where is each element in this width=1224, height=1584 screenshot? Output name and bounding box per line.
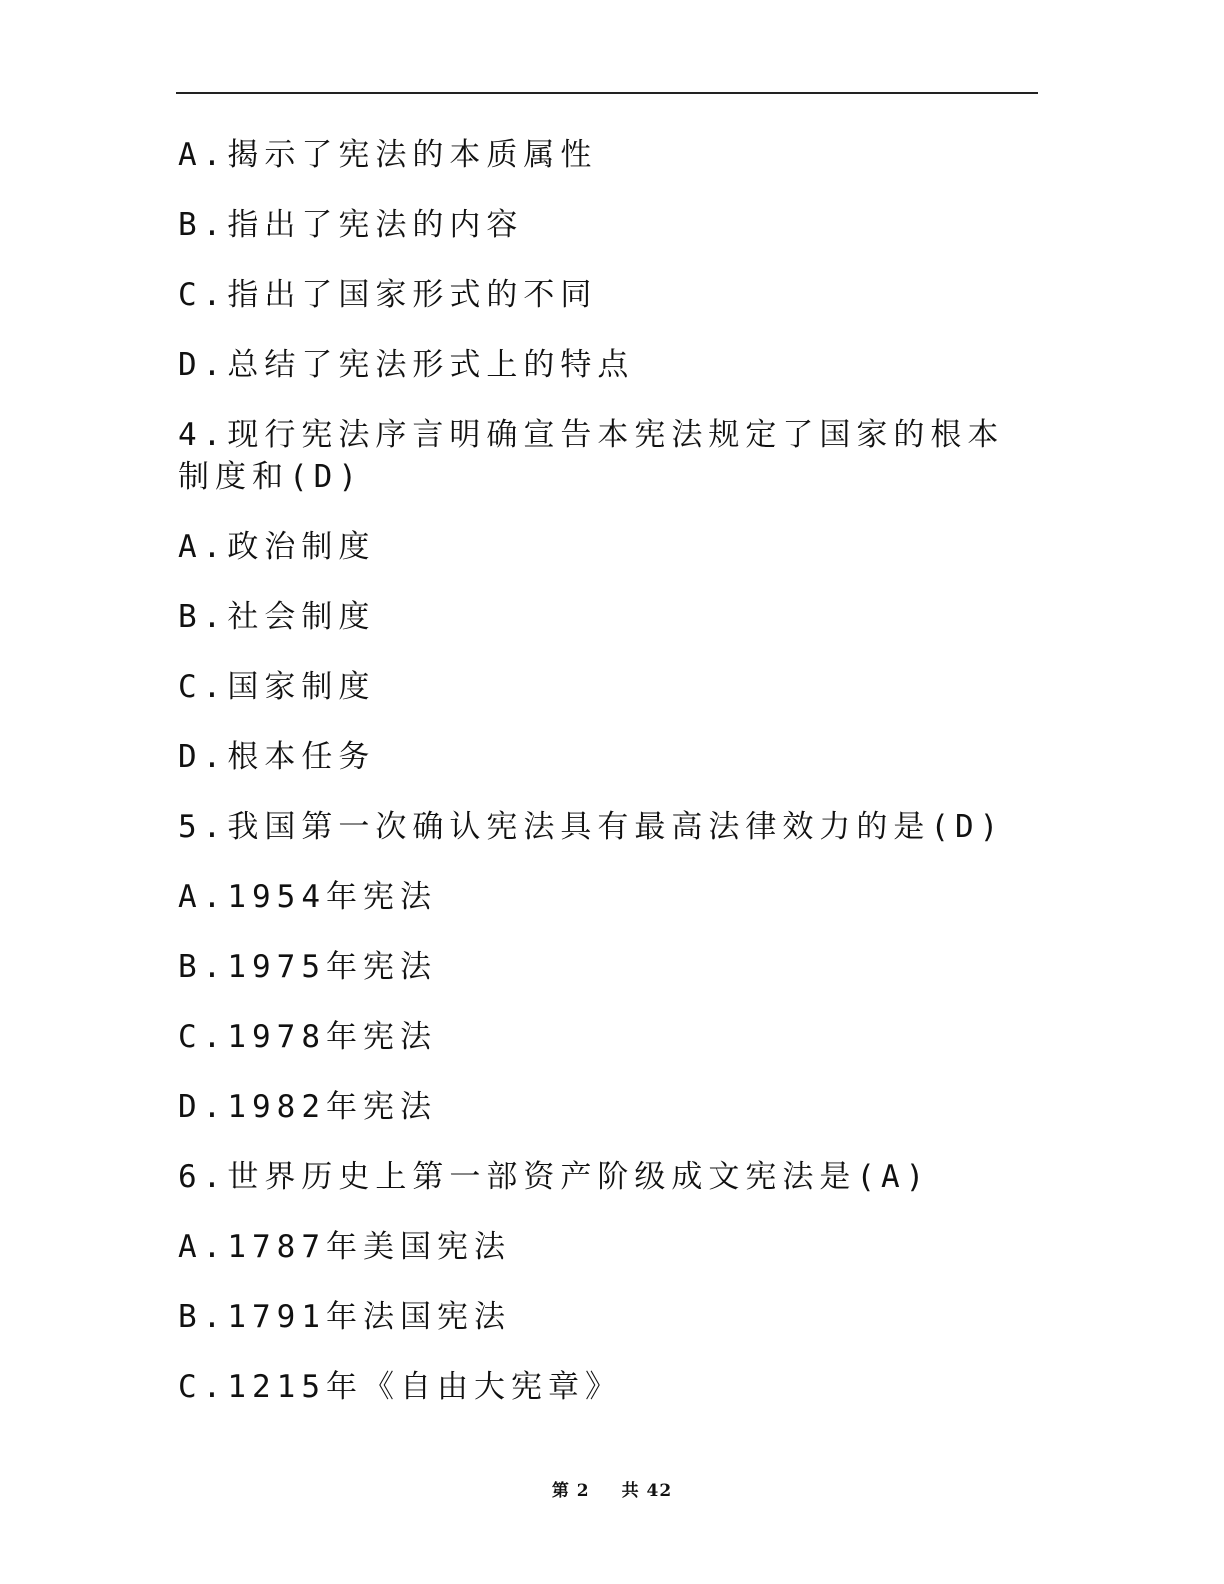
option-line: D.1982年宪法 (178, 1089, 437, 1125)
question-line: 5.我国第一次确认宪法具有最高法律效力的是(D) (178, 809, 1005, 845)
document-body (178, 134, 1038, 1436)
option-line: B.1975年宪法 (178, 949, 437, 985)
page-footer (0, 1476, 1224, 1501)
option-line: C.1215年《自由大宪章》 (178, 1369, 622, 1405)
option-line: A.政治制度 (178, 529, 376, 565)
option-line: A.1787年美国宪法 (178, 1229, 511, 1265)
option-line: A.1954年宪法 (178, 879, 437, 915)
option-line: C.指出了国家形式的不同 (178, 277, 598, 313)
option-line: B.指出了宪法的内容 (178, 207, 524, 243)
option-line: B.1791年法国宪法 (178, 1299, 511, 1335)
option-line: A.揭示了宪法的本质属性 (178, 137, 598, 173)
question-line: 6.世界历史上第一部资产阶级成文宪法是(A) (178, 1159, 931, 1195)
page-number: 第 2 (551, 1481, 590, 1501)
option-line: C.国家制度 (178, 669, 376, 705)
option-line: D.根本任务 (178, 739, 376, 775)
option-line: D.总结了宪法形式上的特点 (178, 347, 635, 383)
question-line: 4.现行宪法序言明确宣告本宪法规定了国家的根本制度和(D) (178, 417, 1005, 495)
option-line: B.社会制度 (178, 599, 376, 635)
header-rule (176, 92, 1038, 94)
page-total: 共 42 (621, 1481, 673, 1501)
option-line: C.1978年宪法 (178, 1019, 437, 1055)
